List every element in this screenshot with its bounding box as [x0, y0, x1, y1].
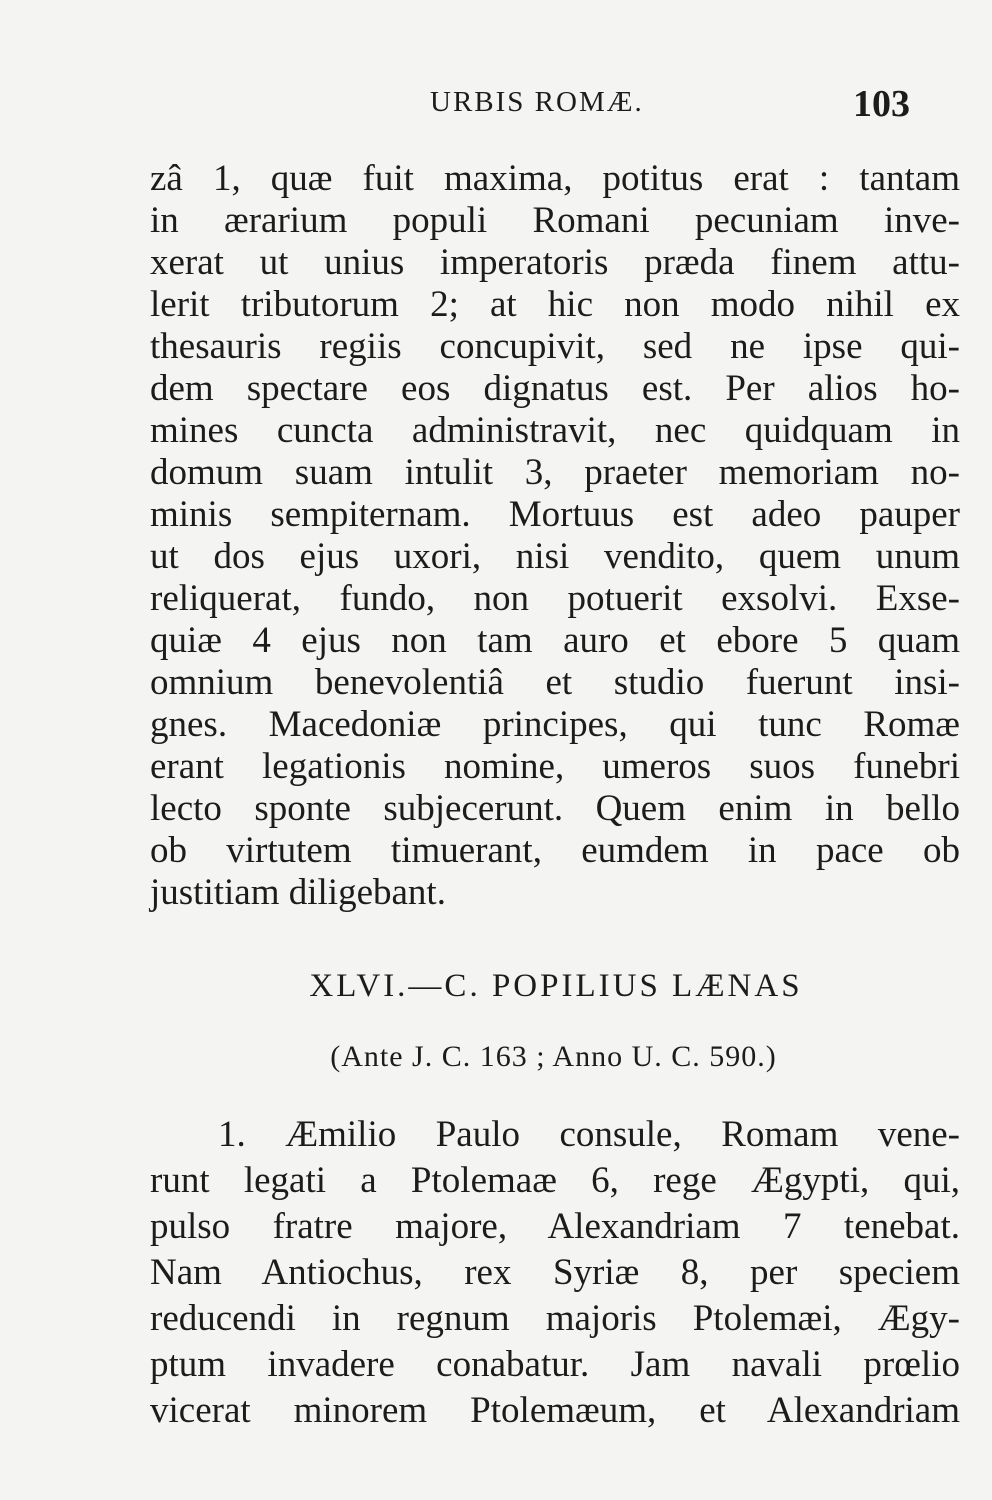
text-line: minis sempiternam. Mortuus est adeo pauper — [150, 494, 960, 535]
text-line: domum suam intulit 3, praeter memoriam no- — [150, 452, 960, 493]
text-line: justitiam diligebant. — [150, 872, 446, 913]
text-line: reducendi in regnum majoris Ptolemæi, Ægy- — [150, 1298, 960, 1339]
page-number: 103 — [853, 83, 910, 125]
paragraph-continued — [150, 158, 960, 914]
text-line: ob virtutem timuerant, eumdem in pace ob — [150, 830, 960, 871]
section-date: (Ante J. C. 163 ; Anno U. C. 590.) — [330, 1040, 777, 1073]
text-line: lecto sponte subjecerunt. Quem enim in bello — [150, 788, 960, 829]
text-line: 1. Æmilio Paulo consule, Romam vene- — [218, 1114, 960, 1155]
text-line: omnium benevolentiâ et studio fuerunt insi- — [150, 662, 960, 703]
text-line: Nam Antiochus, rex Syriæ 8, per speciem — [150, 1252, 960, 1293]
text-line: pulso fratre majore, Alexandriam 7 tenebat. — [150, 1206, 960, 1247]
text-line: lerit tributorum 2; at hic non modo nihil ex — [150, 284, 960, 325]
text-line: thesauris regiis concupivit, sed ne ipse qui- — [150, 326, 960, 367]
text-line: mines cuncta administravit, nec quidquam in — [150, 410, 960, 451]
text-line: ut dos ejus uxori, nisi vendito, quem unum — [150, 536, 960, 577]
text-line: in ærarium populi Romani pecuniam inve- — [150, 200, 960, 241]
text-line: vicerat minorem Ptolemæum, et Alexandriam — [150, 1390, 960, 1431]
text-line: runt legati a Ptolemaæ 6, rege Ægypti, qui, — [150, 1160, 960, 1201]
text-line: ptum invadere conabatur. Jam navali prœlio — [150, 1344, 960, 1385]
section-heading: XLVI.—C. POPILIUS LÆNAS — [309, 968, 803, 1004]
text-line: zâ 1, quæ fuit maxima, potitus erat : tantam — [150, 158, 960, 199]
running-title: URBIS ROMÆ. — [430, 86, 644, 118]
text-line: dem spectare eos dignatus est. Per alios ho- — [150, 368, 960, 409]
text-line: xerat ut unius imperatoris præda finem attu- — [150, 242, 960, 283]
text-line: reliquerat, fundo, non potuerit exsolvi. Exse- — [150, 578, 960, 619]
paragraph-section-1 — [150, 1112, 960, 1434]
running-header — [0, 82, 992, 132]
text-line: erant legationis nomine, umeros suos funebri — [150, 746, 960, 787]
text-line: quiæ 4 ejus non tam auro et ebore 5 quam — [150, 620, 960, 661]
text-line: gnes. Macedoniæ principes, qui tunc Romæ — [150, 704, 960, 745]
